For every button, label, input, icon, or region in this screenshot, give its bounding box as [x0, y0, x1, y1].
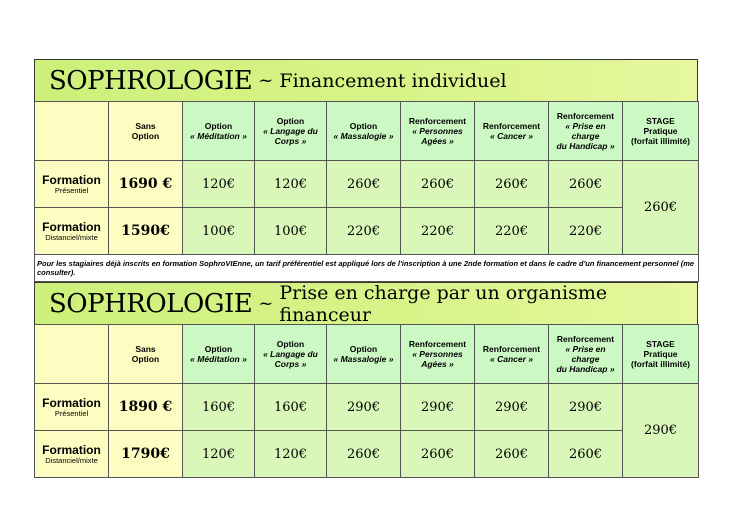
price-cell: 290€	[401, 384, 475, 431]
header-renf-handicap: Renforcement « Prise en charge du Handicap »	[549, 325, 623, 384]
base-price: 1590€	[109, 208, 183, 255]
price-cell: 100€	[183, 208, 255, 255]
price-cell: 160€	[255, 384, 327, 431]
price-table-individuel	[34, 101, 699, 282]
header-corner	[35, 102, 109, 161]
base-price: 1890 €	[109, 384, 183, 431]
price-cell: 220€	[475, 208, 549, 255]
price-cell: 260€	[327, 431, 401, 478]
price-cell: 220€	[549, 208, 623, 255]
header-option-langage: Option « Langage du Corps »	[255, 102, 327, 161]
note-row	[35, 255, 699, 282]
section-title-main: SOPHROLOGIE	[49, 288, 253, 319]
price-cell: 260€	[475, 431, 549, 478]
price-cell: 290€	[475, 384, 549, 431]
section-title-organisme	[34, 282, 698, 324]
header-option-massalogie: Option « Massalogie »	[327, 325, 401, 384]
base-price: 1790€	[109, 431, 183, 478]
price-cell: 120€	[255, 431, 327, 478]
header-option-massalogie: Option « Massalogie »	[327, 102, 401, 161]
price-cell: 290€	[327, 384, 401, 431]
price-table-organisme	[34, 324, 699, 478]
section-title-individuel	[34, 59, 698, 101]
section-title-sub: Financement individuel	[279, 69, 507, 92]
table-row	[35, 161, 699, 208]
price-cell: 290€	[549, 384, 623, 431]
price-cell: 260€	[401, 161, 475, 208]
table-row	[35, 208, 699, 255]
price-cell: 120€	[255, 161, 327, 208]
header-corner	[35, 325, 109, 384]
header-stage: STAGE Pratique (forfait illimité)	[623, 102, 699, 161]
section-title-main: SOPHROLOGIE	[49, 65, 253, 96]
price-cell: 260€	[549, 161, 623, 208]
price-cell: 260€	[475, 161, 549, 208]
price-cell: 260€	[549, 431, 623, 478]
section-title-separator: ~	[258, 293, 274, 314]
header-row	[35, 325, 699, 384]
section-title-separator: ~	[258, 70, 274, 91]
header-option-langage: Option « Langage du Corps »	[255, 325, 327, 384]
header-renf-cancer: Renforcement « Cancer »	[475, 102, 549, 161]
header-renf-handicap: Renforcement « Prise en charge du Handicap »	[549, 102, 623, 161]
header-renf-cancer: Renforcement « Cancer »	[475, 325, 549, 384]
row-label: Formation Présentiel	[35, 384, 109, 431]
header-row	[35, 102, 699, 161]
price-cell: 220€	[401, 208, 475, 255]
price-cell: 260€	[327, 161, 401, 208]
note-text: Pour les stagiaires déjà inscrits en formation SophroVIEnne, un tarif préférentiel est appliqué lors de l'inscription à une 2nde formation et dans le cadre d'un financement personnel (me consulter).	[35, 255, 699, 282]
header-sans-option: Sans Option	[109, 325, 183, 384]
row-label: Formation Distanciel/mixte	[35, 208, 109, 255]
price-cell: 120€	[183, 161, 255, 208]
price-cell: 100€	[255, 208, 327, 255]
stage-price: 290€	[623, 384, 699, 478]
header-renf-agees: Renforcement « Personnes Agées »	[401, 102, 475, 161]
base-price: 1690 €	[109, 161, 183, 208]
header-sans-option: Sans Option	[109, 102, 183, 161]
section-title-sub: Prise en charge par un organisme financeur	[279, 281, 608, 326]
price-cell: 120€	[183, 431, 255, 478]
stage-price: 260€	[623, 161, 699, 255]
row-label: Formation Présentiel	[35, 161, 109, 208]
header-stage: STAGE Pratique (forfait illimité)	[623, 325, 699, 384]
price-cell: 160€	[183, 384, 255, 431]
header-option-meditation: Option « Méditation »	[183, 102, 255, 161]
table-row	[35, 384, 699, 431]
table-row	[35, 431, 699, 478]
pricing-sheet	[34, 59, 698, 478]
row-label: Formation Distanciel/mixte	[35, 431, 109, 478]
price-cell: 220€	[327, 208, 401, 255]
price-cell: 260€	[401, 431, 475, 478]
header-option-meditation: Option « Méditation »	[183, 325, 255, 384]
header-renf-agees: Renforcement « Personnes Agées »	[401, 325, 475, 384]
